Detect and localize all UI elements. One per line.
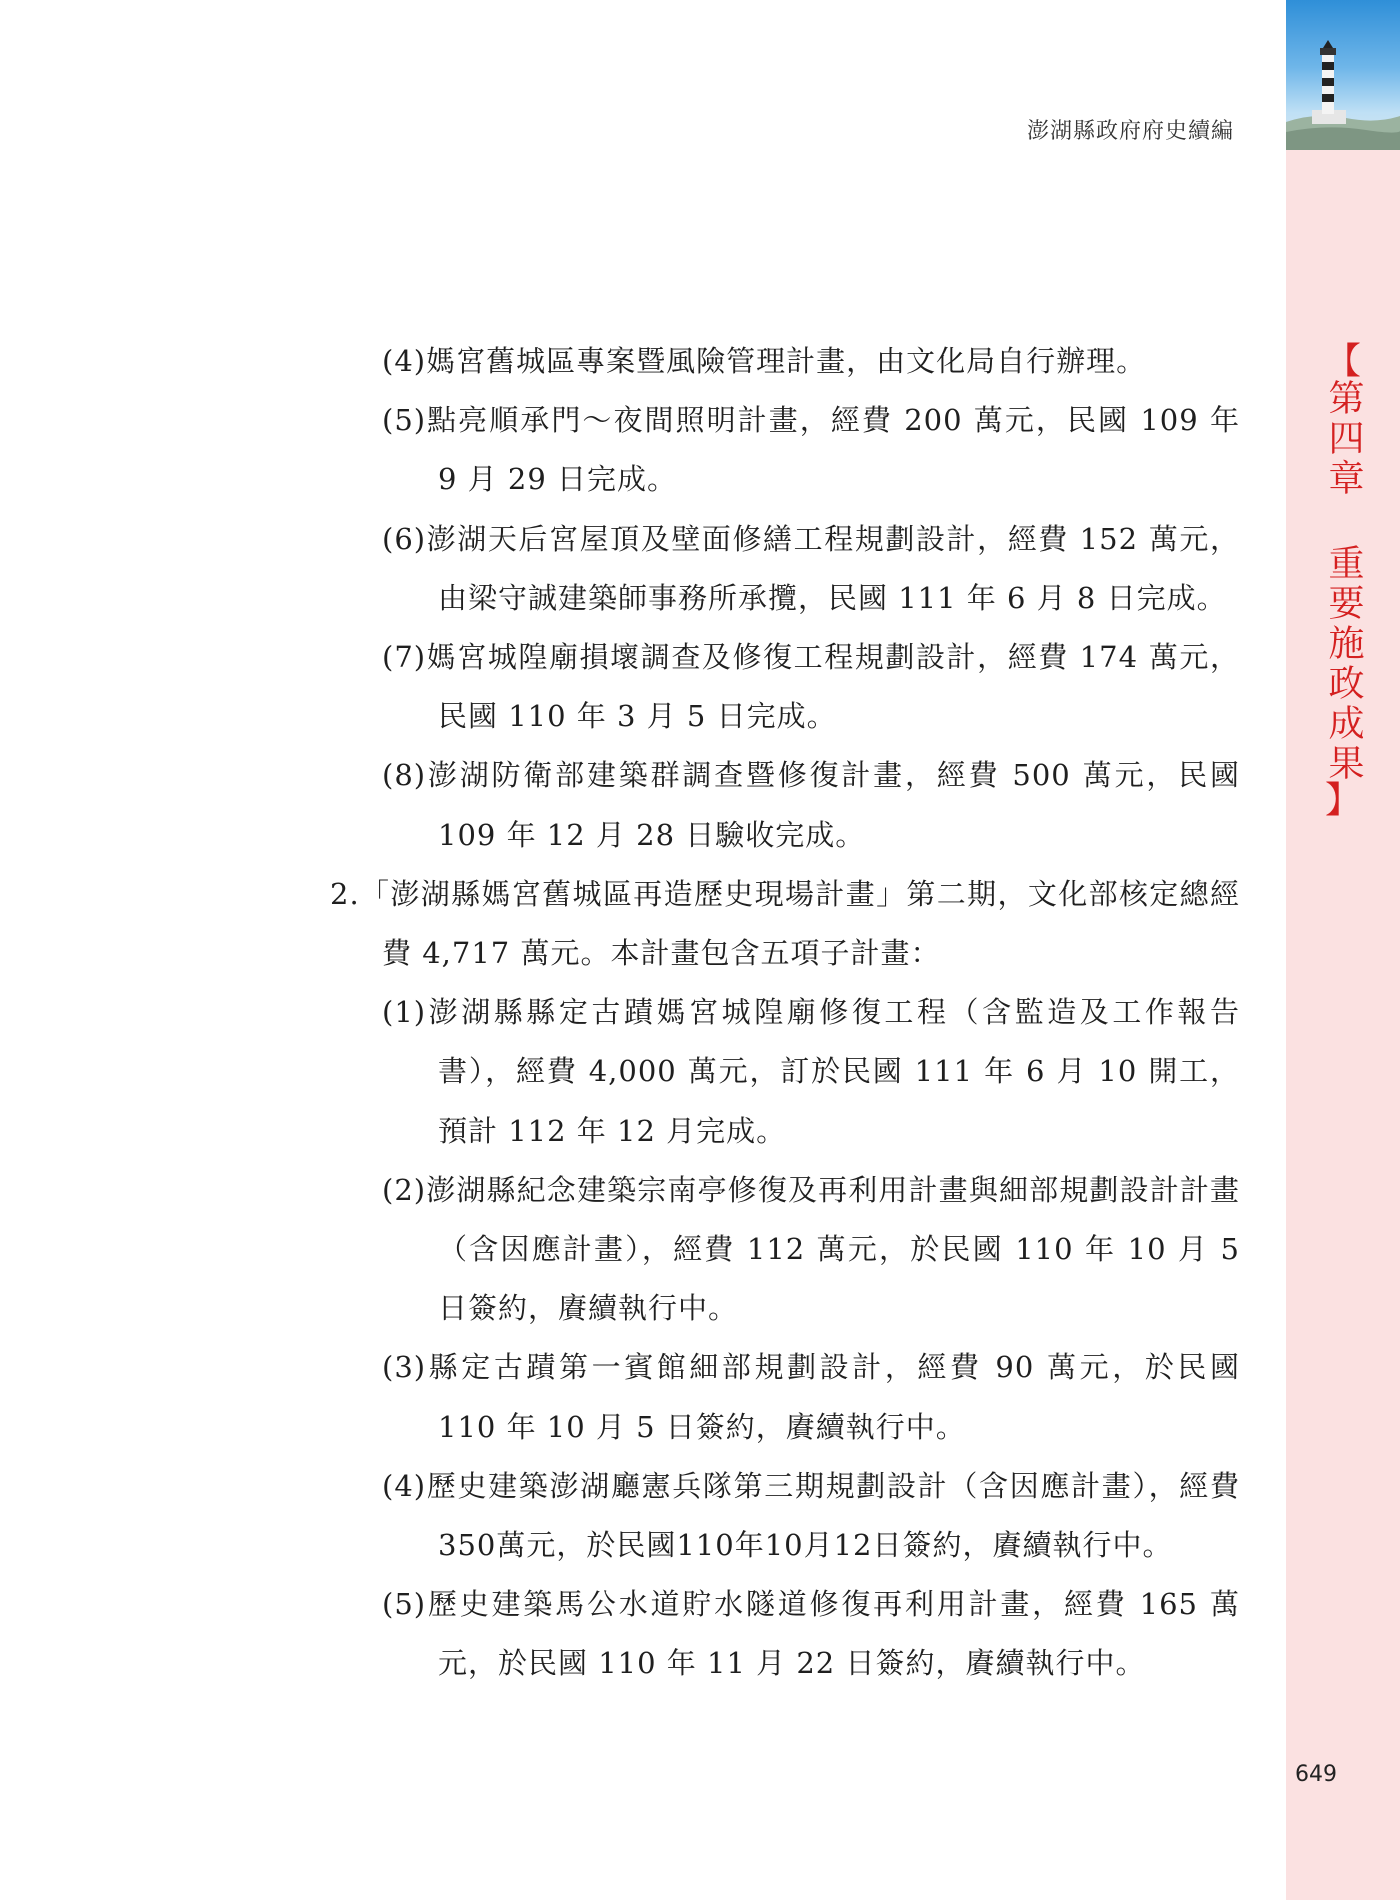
list-item: (8)澎湖防衛部建築群調查暨修復計畫，經費 500 萬元，民國 109 年 12 月 28 日驗收完成。: [382, 758, 1240, 852]
lighthouse-icon: [1286, 0, 1400, 150]
list-item: (3)縣定古蹟第一賓館細部規劃設計，經費 90 萬元，於民國 110 年 10 月 5 日簽約，賡續執行中。: [382, 1350, 1240, 1444]
list-item: (6)澎湖天后宮屋頂及壁面修繕工程規劃設計，經費 152 萬元，由梁守誠建築師事務所承攬，民國 111 年 6 月 8 日完成。: [382, 521, 1240, 615]
list-item: (5)歷史建築馬公水道貯水隧道修復再利用計畫，經費 165 萬元，於民國 110 年 11 月 22 日簽約，賡續執行中。: [382, 1587, 1240, 1681]
page-number: 649: [1295, 1762, 1337, 1787]
lighthouse-photo: [1286, 0, 1400, 150]
list-item: (2)澎湖縣紀念建築宗南亭修復及再利用計畫與細部規劃設計計畫（含因應計畫），經費 112 萬元，於民國 110 年 10 月 5 日簽約，賡續執行中。: [382, 1172, 1240, 1326]
chapter-close-bracket: 】: [1324, 780, 1361, 821]
list-item: (4)媽宮舊城區專案暨風險管理計畫，由文化局自行辦理。: [382, 344, 1147, 378]
running-header: 澎湖縣政府府史續編: [1026, 119, 1234, 144]
list-item: (5)點亮順承門～夜間照明計畫，經費 200 萬元，民國 109 年 9 月 29 日完成。: [382, 403, 1240, 497]
chapter-title: [1286, 341, 1400, 821]
list-item: (1)澎湖縣縣定古蹟媽宮城隍廟修復工程（含監造及工作報告書），經費 4,000 萬元，訂於民國 111 年 6 月 10 開工，預計 112 年 12 月完成。: [382, 995, 1240, 1148]
list-item: (7)媽宮城隍廟損壞調查及修復工程規劃設計，經費 174 萬元，民國 110 年 3 月 5 日完成。: [382, 640, 1240, 734]
chapter-side-tab: [1286, 0, 1400, 1900]
chapter-open-bracket: 【: [1324, 341, 1361, 382]
chapter-title-text: 第四章 重要施政成果: [1323, 379, 1364, 784]
section-item: 2.「澎湖縣媽宮舊城區再造歷史現場計畫」第二期，文化部核定總經費 4,717 萬元。本計畫包含五項子計畫：: [330, 876, 1240, 971]
list-item: (4)歷史建築澎湖廳憲兵隊第三期規劃設計（含因應計畫），經費350萬元，於民國110年10月12日簽約，賡續執行中。: [382, 1468, 1240, 1563]
body-text: [330, 332, 1240, 1694]
